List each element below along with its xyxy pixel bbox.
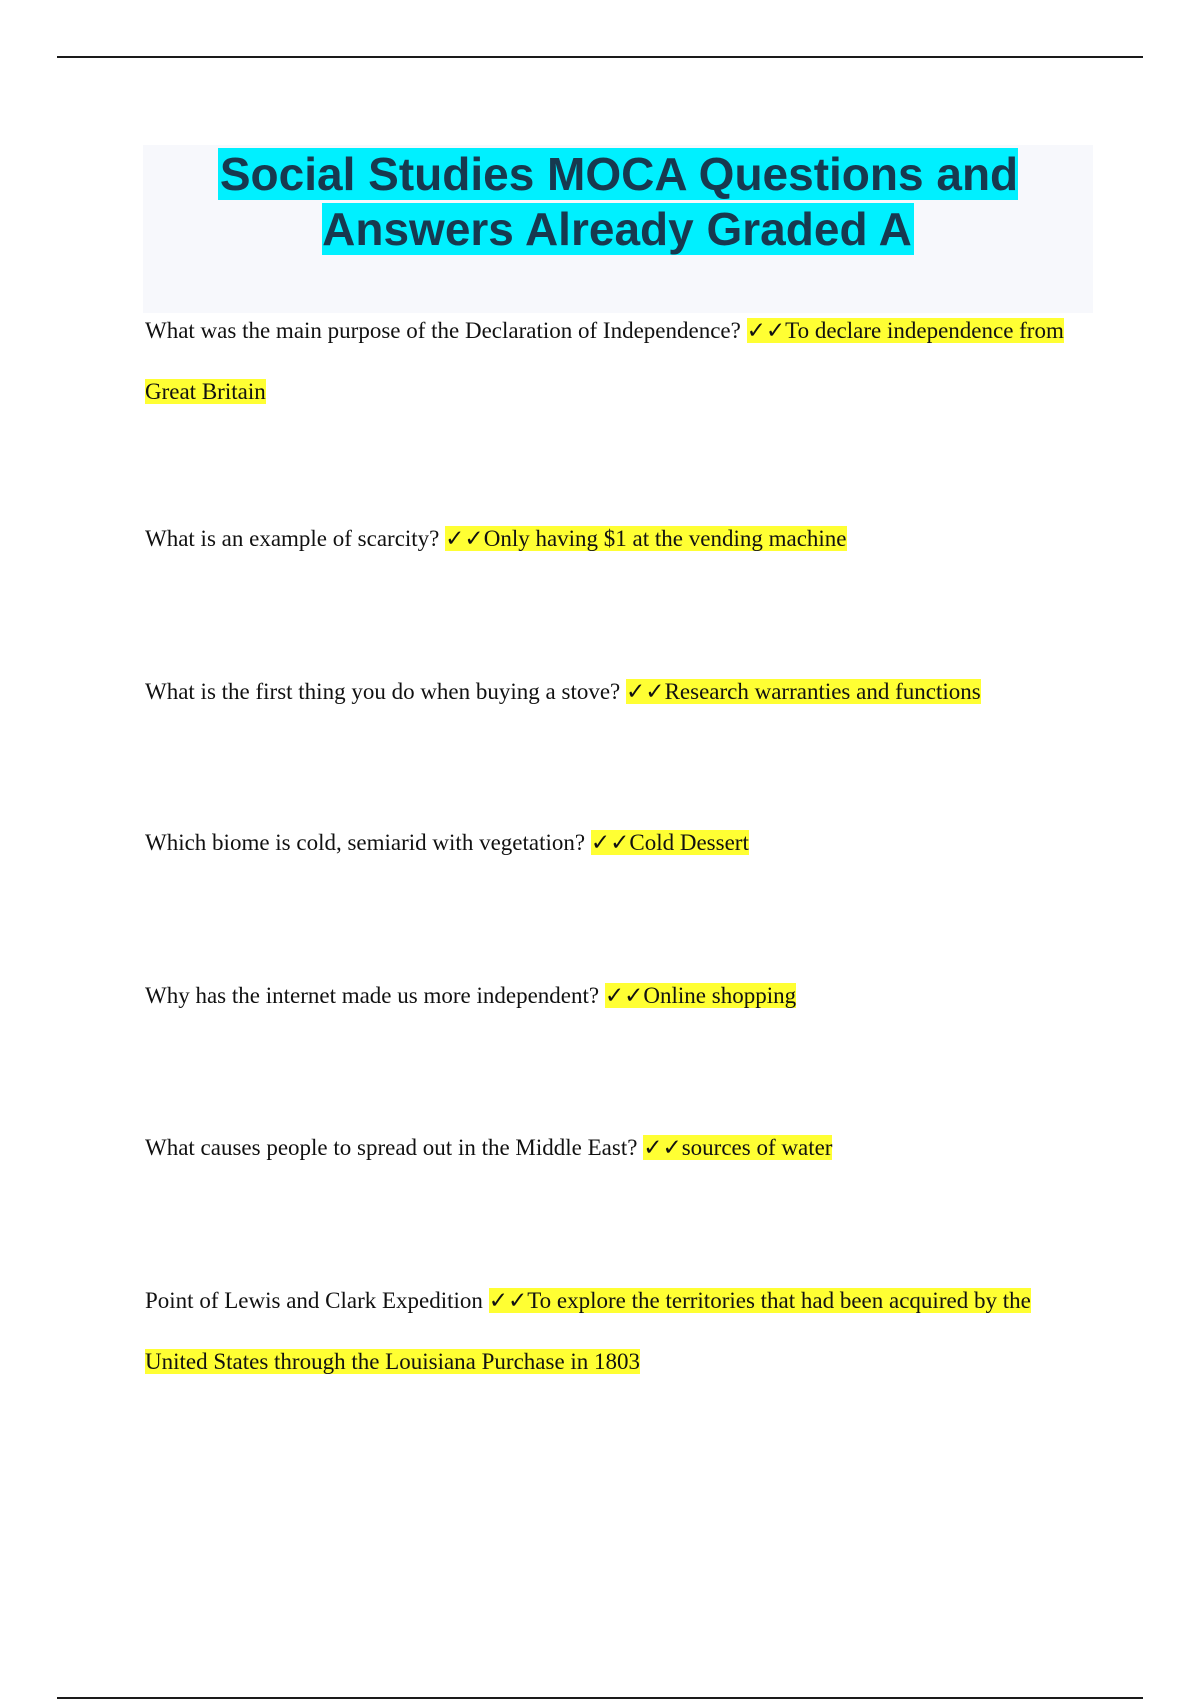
check-mark-icon: ✓✓ — [604, 983, 644, 1008]
document-title-text: Social Studies MOCA Questions and Answers Already Graded A — [219, 148, 1019, 255]
question-text: What is the first thing you do when buying a stove? — [145, 679, 621, 704]
answer-text: Research warranties and functions — [664, 679, 981, 704]
title-block — [143, 145, 1093, 313]
check-mark-icon: ✓✓ — [746, 318, 786, 343]
question-text: What causes people to spread out in the Middle East? — [145, 1135, 638, 1160]
top-rule — [57, 56, 1143, 58]
document-title — [143, 145, 1093, 257]
qa-item — [145, 812, 1085, 873]
qa-item — [145, 300, 1085, 422]
answer-text: Cold Dessert — [629, 830, 749, 855]
check-mark-icon: ✓✓ — [626, 679, 665, 704]
qa-item — [145, 1270, 1085, 1392]
check-mark-icon: ✓✓ — [488, 1288, 528, 1313]
question-text: Which biome is cold, semiarid with vegetation? — [145, 830, 586, 855]
qa-item — [145, 508, 1085, 569]
answer-text: To declare independence from Great Britain — [145, 318, 1064, 404]
qa-item — [145, 661, 1085, 722]
check-mark-icon: ✓✓ — [590, 830, 630, 855]
answer-text: sources of water — [681, 1135, 833, 1160]
answer-text: Online shopping — [643, 983, 797, 1008]
answer-highlight — [605, 983, 796, 1008]
check-mark-icon: ✓✓ — [445, 526, 484, 551]
question-text: Why has the internet made us more independent? — [145, 983, 600, 1008]
answer-highlight — [591, 830, 749, 855]
question-text: Point of Lewis and Clark Expedition — [145, 1288, 483, 1313]
answer-text: To explore the territories that had been acquired by the United States through the Louisiana Purchase in 1803 — [145, 1288, 1031, 1374]
qa-item — [145, 1117, 1085, 1178]
answer-text: Only having $1 at the vending machine — [483, 526, 847, 551]
qa-item — [145, 965, 1085, 1026]
question-text: What is an example of scarcity? — [145, 526, 440, 551]
question-text: What was the main purpose of the Declaration of Independence? — [145, 318, 741, 343]
answer-highlight — [445, 526, 846, 551]
check-mark-icon: ✓✓ — [643, 1135, 682, 1160]
answer-highlight — [626, 679, 981, 704]
bottom-rule — [57, 1697, 1143, 1699]
answer-highlight — [643, 1135, 832, 1160]
